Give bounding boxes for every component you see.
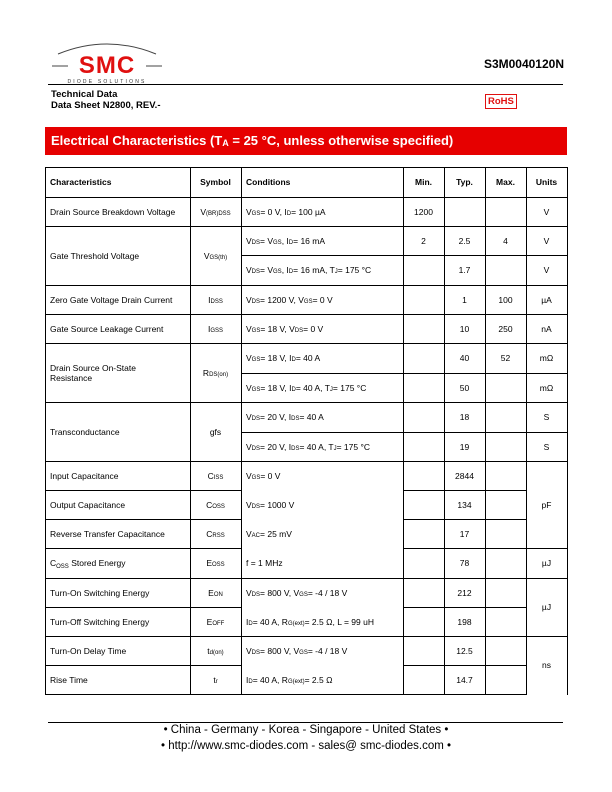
table-rule [45, 226, 242, 227]
table-rule [485, 167, 486, 695]
header-typ: Typ. [456, 177, 473, 187]
unit-value: µJ [541, 558, 552, 568]
section-title-prefix: Electrical Characteristics (T [51, 133, 223, 148]
typ-value: 50 [459, 382, 470, 393]
table-rule [403, 343, 527, 344]
table-rule [45, 285, 242, 286]
header-units: Units [535, 177, 558, 187]
condition-cell: V $_{GS}$ = 0 V, I $_D$ = 100 µA [246, 206, 326, 217]
symbol-cell: C $_{OSS}$ [206, 499, 225, 510]
min-value [403, 343, 444, 373]
min-value [403, 578, 444, 607]
condition-cell: V $_{DS}$ = V $_{GS}$ , I $_D$ = 16 mA, T $_J$ = 175 °C [246, 265, 372, 275]
table-rule [45, 636, 242, 637]
condition-cell: V $_{AC}$ = 25 mV [246, 528, 292, 539]
part-number: S3M0040120N [483, 57, 564, 71]
condition-cell: V $_{DS}$ = V $_{GS}$ , I $_D$ = 16 mA [246, 235, 326, 246]
table-rule [403, 607, 527, 608]
section-title-suffix: = 25 °C, unless otherwise specified) [228, 133, 454, 148]
condition-cell: V $_{GS}$ = 0 V [246, 470, 281, 481]
table-rule [444, 167, 445, 695]
typ-value: 2844 [455, 470, 474, 481]
min-value [403, 490, 444, 519]
symbol-cell: t $_r$ [213, 674, 218, 685]
table-rule [526, 373, 568, 374]
typ-value: 78 [459, 558, 470, 568]
characteristic-label: Output Capacitance [50, 499, 126, 510]
min-value [403, 285, 444, 314]
table-rule [241, 343, 404, 344]
table-rule [241, 314, 404, 315]
max-value [485, 255, 526, 285]
table-rule [526, 314, 568, 315]
table-rule [403, 490, 527, 491]
symbol-cell: V $_{GS(th)}$ [203, 250, 228, 261]
unit-value: ns [542, 660, 551, 670]
characteristic-label: Rise Time [50, 674, 88, 685]
table-rule [241, 578, 404, 579]
svg-text:SMC: SMC [78, 52, 136, 79]
table-rule [403, 373, 527, 374]
unit-value: V [543, 235, 550, 246]
table-rule [403, 402, 527, 403]
table-rule [241, 432, 404, 433]
max-value [485, 519, 526, 548]
characteristic-label: Turn-Off Switching Energy [50, 616, 150, 627]
unit-value: nA [541, 323, 552, 334]
table-rule [403, 548, 527, 549]
table-rule [45, 607, 242, 608]
section-title [45, 127, 567, 155]
max-value: 52 [500, 353, 511, 363]
table-rule [403, 226, 527, 227]
min-value: 2 [421, 235, 426, 246]
svg-text:DIODE SOLUTIONS: DIODE SOLUTIONS [67, 79, 147, 85]
unit-value: V [543, 206, 550, 217]
typ-value: 18 [459, 412, 470, 422]
footer-contact: • http://www.smc-diodes.com - sales@ smc-diodes.com • [160, 740, 452, 752]
symbol-cell: R $_{DS(on)}$ [202, 367, 229, 378]
max-value [485, 548, 526, 578]
max-value [485, 461, 526, 490]
table-rule [45, 490, 242, 491]
unit-value: µJ [541, 602, 552, 612]
symbol-cell: C $_{RSS}$ [206, 528, 225, 539]
characteristic-label: Reverse Transfer Capacitance [50, 528, 165, 539]
table-rule [526, 432, 568, 433]
table-rule [403, 314, 527, 315]
header-min: Min. [415, 177, 432, 187]
min-value [403, 665, 444, 694]
table-rule [45, 578, 242, 579]
typ-value: 14.7 [456, 674, 473, 685]
document-info [51, 89, 160, 111]
condition-cell: V $_{DS}$ = 20 V, I $_{DS}$ = 40 A [246, 412, 324, 422]
characteristic-label: Gate Source Leakage Current [50, 323, 164, 334]
symbol-cell: E $_{ON}$ [208, 587, 223, 598]
unit-value: µA [541, 294, 552, 305]
typ-value: 10 [459, 323, 470, 334]
unit-value: mΩ [539, 382, 554, 393]
rohs-badge: RoHS [485, 94, 517, 109]
footer-divider [48, 722, 563, 723]
typ-value: 198 [457, 616, 472, 627]
table-rule [526, 461, 568, 462]
symbol-cell: V $_{(BR)DSS}$ [200, 206, 231, 217]
typ-value [444, 197, 485, 226]
max-value [485, 197, 526, 226]
table-rule [241, 402, 404, 403]
table-rule [403, 461, 527, 462]
symbol-cell: I $_{GSS}$ [207, 323, 224, 334]
max-value [485, 432, 526, 461]
condition-cell: V $_{DS}$ = 1200 V, V $_{GS}$ = 0 V [246, 294, 333, 305]
table-rule [526, 578, 568, 579]
condition-cell: V $_{GS}$ = 18 V, I $_D$ = 40 A [246, 353, 321, 363]
unit-value: mΩ [539, 353, 554, 363]
header-symbol: Symbol [200, 177, 231, 187]
min-value [403, 607, 444, 636]
typ-value: 19 [459, 441, 470, 452]
min-value [403, 314, 444, 343]
max-value [485, 402, 526, 432]
table-rule [241, 373, 404, 374]
header-divider [48, 84, 563, 85]
condition-cell: f = 1 MHz [246, 558, 283, 568]
table-rule [241, 461, 404, 462]
table-rule [526, 402, 568, 403]
characteristic-label: Transconductance [50, 426, 120, 437]
max-value [485, 578, 526, 607]
unit-value: S [543, 441, 550, 452]
doc-type: Technical Data [51, 89, 118, 100]
table-rule [526, 636, 568, 637]
typ-value: 1 [462, 294, 467, 305]
symbol-cell: t $_{d(on)}$ [207, 645, 224, 656]
table-rule [241, 167, 242, 695]
characteristic-label: $C_{OSS}$ Stored Energy [50, 558, 126, 570]
max-value: 100 [498, 294, 513, 305]
header-conditions: Conditions [246, 177, 291, 187]
table-rule [45, 519, 242, 520]
condition-cell: V $_{DS}$ = 1000 V [246, 499, 295, 510]
table-rule [45, 694, 404, 695]
characteristic-label: Gate Threshold Voltage [50, 250, 140, 261]
table-rule [403, 694, 527, 695]
typ-value: 2.5 [458, 235, 471, 246]
table-rule [403, 519, 527, 520]
table-rule [526, 226, 568, 227]
min-value [403, 373, 444, 402]
min-value [403, 461, 444, 490]
unit-value: pF [541, 499, 552, 510]
min-value [403, 519, 444, 548]
table-rule [526, 343, 568, 344]
table-rule [526, 255, 568, 256]
characteristic-label: Input Capacitance [50, 470, 119, 481]
section-title-sub: A [222, 138, 229, 148]
table-rule [403, 432, 527, 433]
characteristic-label: Turn-On Switching Energy [50, 587, 150, 598]
table-rule [45, 402, 242, 403]
typ-value: 134 [457, 499, 472, 510]
typ-value: 17 [459, 528, 470, 539]
min-value [403, 636, 444, 665]
symbol-cell: E $_{OSS}$ [206, 558, 225, 568]
symbol-cell: E $_{OFF}$ [206, 616, 225, 627]
table-rule [567, 167, 568, 695]
typ-value: 212 [457, 587, 472, 598]
symbol-cell: I $_{DSS}$ [208, 294, 223, 305]
table-rule [526, 285, 568, 286]
characteristic-label: Drain Source On-State Resistance [50, 362, 136, 383]
table-rule [45, 167, 568, 168]
typ-value: 1.7 [458, 265, 471, 275]
condition-cell: V $_{GS}$ = 18 V, I $_D$ = 40 A, T $_J$ = 175 °C [246, 382, 367, 393]
doc-reference: Data Sheet N2800, REV.- [51, 100, 161, 111]
max-value [485, 373, 526, 402]
typ-value: 40 [459, 353, 470, 363]
table-rule [45, 461, 242, 462]
condition-cell: V $_{DS}$ = 800 V, V $_{GS}$ = -4 / 18 V [246, 645, 348, 656]
max-value: 4 [503, 235, 508, 246]
table-rule [403, 665, 527, 666]
condition-cell: I $_D$ = 40 A, R $_{G(ext)}$ = 2.5 Ω, L = 99 uH [246, 616, 374, 627]
table-rule [241, 636, 404, 637]
table-rule [526, 167, 527, 695]
table-rule [45, 167, 46, 695]
table-rule [403, 578, 527, 579]
table-rule [403, 167, 404, 695]
max-value [485, 607, 526, 636]
table-rule [45, 197, 568, 198]
table-rule [241, 285, 404, 286]
table-rule [403, 255, 527, 256]
smc-logo [52, 40, 162, 86]
max-value [485, 636, 526, 665]
unit-value: V [543, 265, 550, 275]
table-rule [45, 314, 242, 315]
header-max: Max. [496, 177, 515, 187]
symbol-cell: C $_{ISS}$ [207, 470, 224, 481]
characteristic-label: Zero Gate Voltage Drain Current [50, 294, 173, 305]
table-rule [403, 285, 527, 286]
table-rule [45, 343, 242, 344]
header-characteristics: Characteristics [50, 177, 112, 187]
characteristic-label: Turn-On Delay Time [50, 645, 127, 656]
min-value [403, 432, 444, 461]
characteristic-label: Drain Source Breakdown Voltage [50, 206, 176, 217]
min-value [403, 255, 444, 285]
logo-graphic [52, 40, 162, 86]
max-value [485, 490, 526, 519]
min-value [403, 548, 444, 578]
table-rule [241, 226, 404, 227]
footer-locations: • China - Germany - Korea - Singapore - United States • [163, 724, 449, 736]
min-value: 1200 [414, 206, 433, 217]
table-rule [45, 548, 242, 549]
table-rule [190, 167, 191, 695]
typ-value: 12.5 [456, 645, 473, 656]
unit-value: S [543, 412, 550, 422]
symbol-cell: gfs [209, 426, 222, 437]
condition-cell: V $_{GS}$ = 18 V, V $_{DS}$ = 0 V [246, 323, 324, 334]
min-value [403, 402, 444, 432]
table-rule [45, 665, 242, 666]
condition-cell: V $_{DS}$ = 800 V, V $_{GS}$ = -4 / 18 V [246, 587, 348, 598]
condition-cell: V $_{DS}$ = 20 V, I $_{DS}$ = 40 A, T $_J$ = 175 °C [246, 441, 371, 452]
condition-cell: I $_D$ = 40 A, R $_{G(ext)}$ = 2.5 Ω [246, 674, 333, 685]
max-value [485, 665, 526, 694]
table-rule [403, 636, 527, 637]
max-value: 250 [498, 323, 513, 334]
table-rule [241, 255, 404, 256]
table-rule [526, 548, 568, 549]
